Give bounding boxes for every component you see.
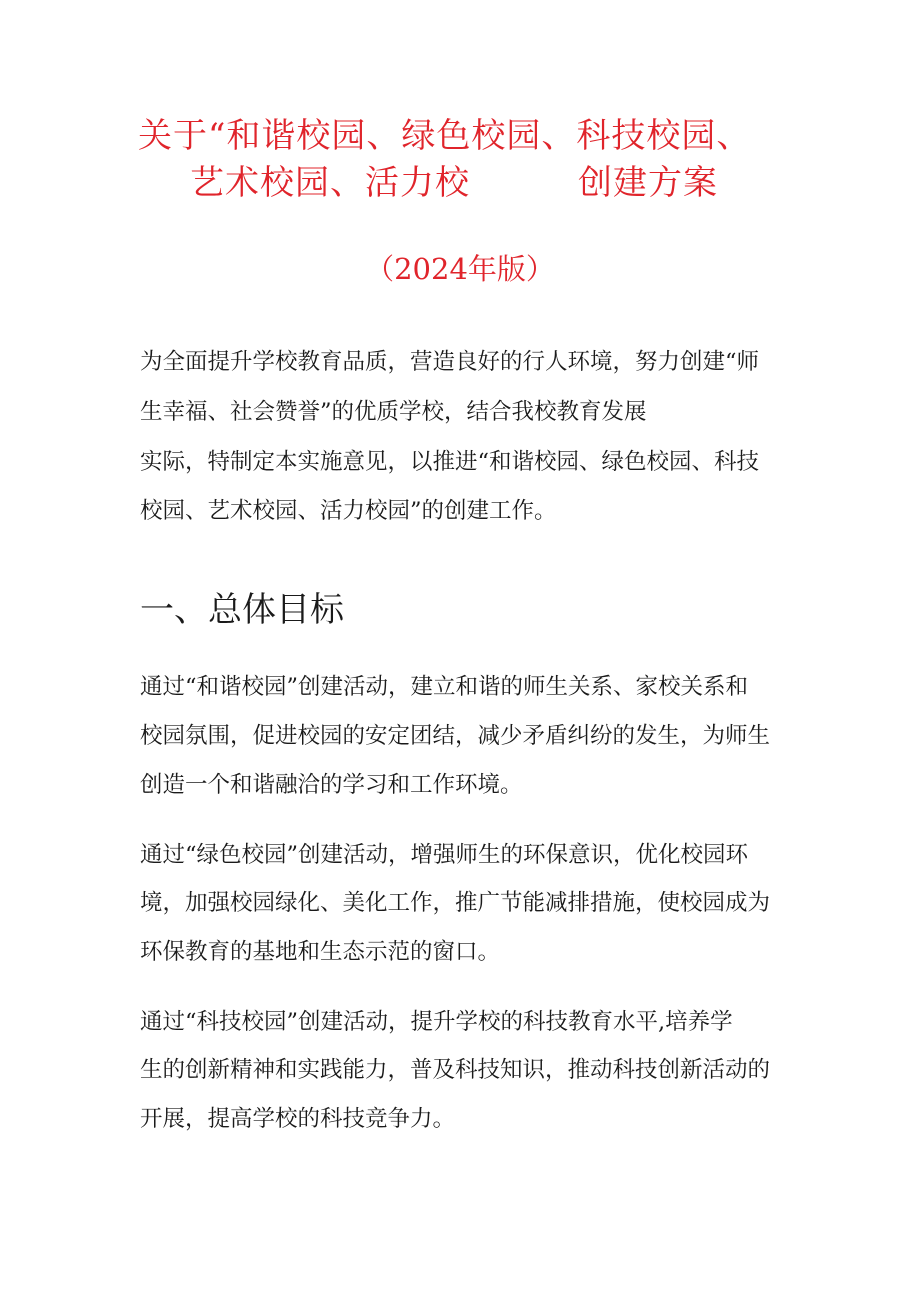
document-subtitle: （2024年版）	[365, 252, 555, 286]
intro-line-4: 校园、艺术校园、活力校园”的创建工作。	[140, 498, 557, 524]
intro-line-1: 为全面提升学校教育品质，营造良好的行人环境，努力创建“师	[140, 349, 760, 375]
section-heading: 一、总体目标	[140, 590, 344, 630]
paragraph-line: 通过“绿色校园”创建活动，增强师生的环保意识，优化校园环	[140, 842, 749, 868]
document-title-line-1: 关于“和谐校园、绿色校园、科技校园、	[138, 116, 752, 156]
paragraph-line: 境，加强校园绿化、美化工作，推广节能减排措施，使校园成为	[140, 890, 771, 916]
paragraph-line: 校园氛围，促进校园的安定团结，减少矛盾纠纷的发生，为师生	[140, 723, 771, 749]
intro-line-2: 生幸福、社会赞誉”的优质学校，结合我校教育发展	[140, 399, 647, 425]
intro-line-3: 实际，特制定本实施意见，以推进“和谐校园、绿色校园、科技	[140, 449, 760, 475]
paragraph-line: 开展，提高学校的科技竞争力。	[140, 1106, 456, 1132]
paragraph-line: 环保教育的基地和生态示范的窗口。	[140, 939, 501, 965]
paragraph-line: 通过“和谐校园”创建活动，建立和谐的师生关系、家校关系和	[140, 674, 749, 700]
paragraph-line: 创造一个和谐融洽的学习和工作环境。	[140, 772, 523, 798]
document-title-line-2-left: 艺术校园、活力校	[190, 163, 470, 203]
document-title-line-2-right: 创建方案	[578, 163, 718, 203]
paragraph-line: 生的创新精神和实践能力，普及科技知识，推动科技创新活动的	[140, 1057, 771, 1083]
paragraph-line: 通过“科技校园”创建活动，提升学校的科技教育水平,培养学	[140, 1009, 733, 1035]
